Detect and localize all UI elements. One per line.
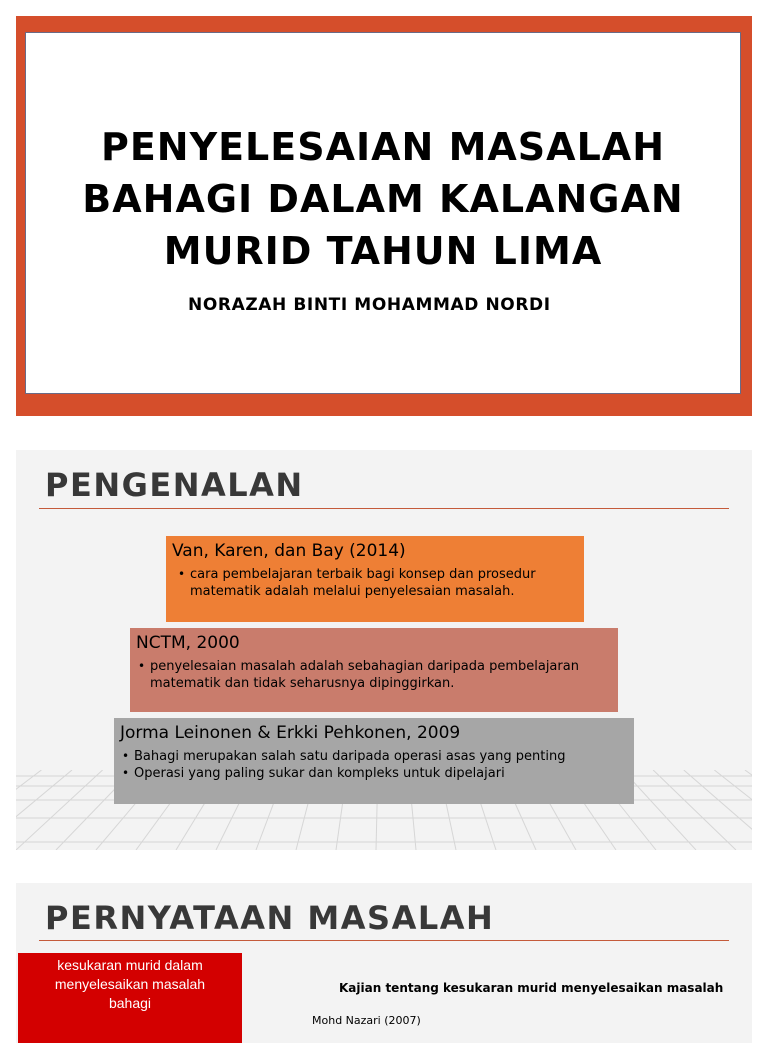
reference-title: Jorma Leinonen & Erkki Pehkonen, 2009: [120, 723, 461, 743]
heading-divider: [39, 940, 729, 941]
reference-box-nctm: [130, 628, 618, 712]
reference-box-leinonen-pehkonen: [114, 718, 634, 804]
intro-slide: [16, 450, 752, 850]
bullet-item: • Operasi yang paling sukar dan kompleks untuk dipelajari: [134, 765, 628, 782]
title-line-2: BAHAGI DALAM KALANGAN: [82, 177, 684, 221]
slide-heading: PERNYATAAN MASALAH: [45, 899, 495, 937]
problem-statement-slide: [16, 883, 752, 1043]
reference-title: NCTM, 2000: [136, 633, 240, 653]
problem-highlight-box: [18, 953, 242, 1043]
bullet-item: • penyelesaian masalah adalah sebahagian daripada pembelajaran matematik dan tidak seharusnya dipinggirkan.: [150, 658, 612, 692]
highlight-line-3: bahagi: [108, 995, 152, 1011]
reference-bullets: [172, 566, 578, 600]
heading-divider: [39, 508, 729, 509]
bullet-item: • cara pembelajaran terbaik bagi konsep dan prosedur matematik adalah melalui penyelesaian masalah.: [190, 566, 578, 600]
presentation-title: [26, 121, 740, 277]
bullet-item: • Bahagi merupakan salah satu daripada operasi asas yang penting: [134, 748, 628, 765]
reference-bullets: [136, 658, 612, 692]
study-caption: Kajian tentang kesukaran murid menyelesaikan masalah: [339, 981, 724, 995]
reference-bullets: [120, 748, 628, 782]
title-line-1: PENYELESAIAN MASALAH: [100, 125, 666, 169]
highlight-line-2: menyelesaikan masalah: [54, 976, 206, 992]
title-line-3: MURID TAHUN LIMA: [163, 229, 603, 273]
slide-heading: PENGENALAN: [45, 466, 304, 504]
title-panel: [25, 32, 741, 394]
reference-citation: Mohd Nazari (2007): [312, 1014, 421, 1027]
reference-box-van-karen-bay: [166, 536, 584, 622]
author-name: NORAZAH BINTI MOHAMMAD NORDI: [188, 295, 551, 315]
reference-title: Van, Karen, dan Bay (2014): [172, 541, 406, 561]
highlight-line-1: kesukaran murid dalam: [57, 957, 203, 973]
title-slide: [16, 16, 752, 416]
